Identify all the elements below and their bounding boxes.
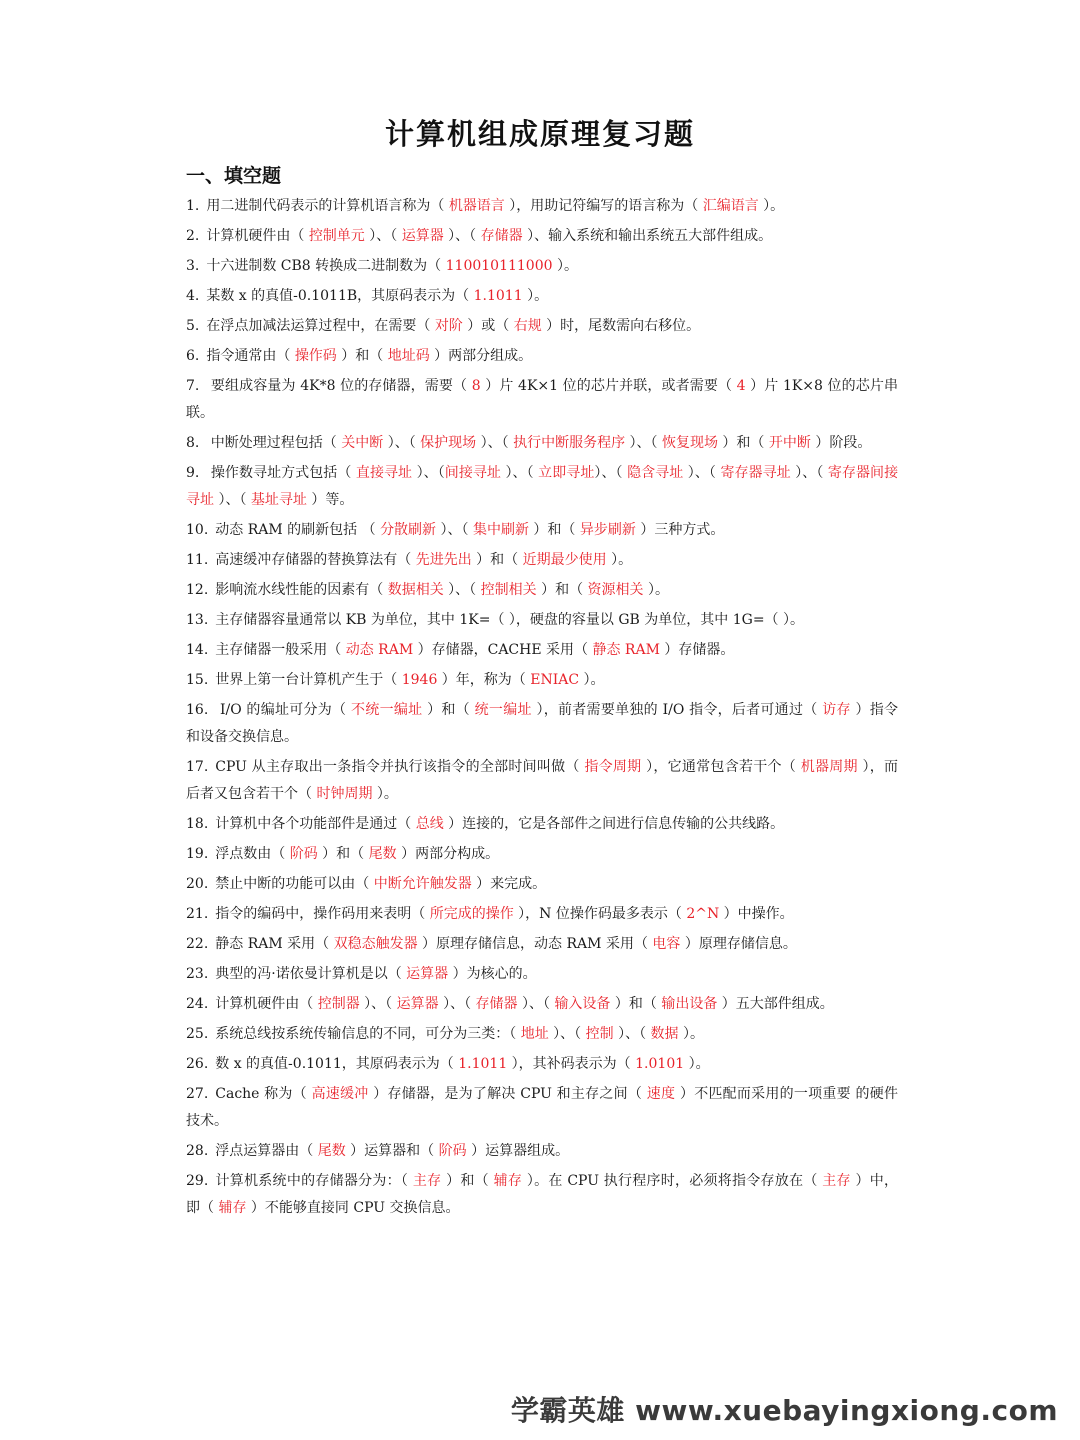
- question-text: ）。: [758, 198, 785, 214]
- question-text: ）。: [579, 672, 605, 688]
- question-text: ）、（: [443, 582, 481, 598]
- answer-text: 控制单元: [308, 228, 365, 244]
- question-number: 27.: [186, 1086, 209, 1102]
- answer-text: 阶码: [438, 1143, 467, 1159]
- page-title: 计算机组成原理复习题: [384, 117, 695, 151]
- question-text: 动态 RAM 的刷新包括 （: [215, 522, 381, 538]
- question-text: ）、（: [438, 996, 476, 1012]
- answer-text: 机器周期: [800, 759, 858, 775]
- question-text: ）。: [552, 258, 578, 274]
- answer-text: 资源相关: [587, 582, 644, 598]
- question-text: ）五大部件组成。: [717, 996, 834, 1012]
- question-text: ）来完成。: [471, 876, 547, 892]
- question-text: ）两部分组成。: [429, 348, 533, 364]
- question-text: ）三种方式。: [635, 522, 725, 538]
- question-text: 浮点数由（: [215, 846, 290, 862]
- question-text: ）原理存储信息，动态 RAM 采用（: [417, 936, 653, 952]
- question-number: 24.: [186, 996, 209, 1012]
- answer-text: 数据: [650, 1026, 679, 1042]
- answer-text: 静态 RAM: [592, 642, 660, 658]
- question-text: ），其补码表示为（: [507, 1056, 636, 1072]
- question-text: 指令的编码中，操作码用来表明（: [215, 906, 430, 922]
- question-text: ）、（: [790, 465, 828, 481]
- question-text: ）和（: [536, 582, 588, 598]
- question-text: ）年，称为（: [437, 672, 531, 688]
- question-text: 禁止中断的功能可以由（: [215, 876, 374, 892]
- question-text: ）原理存储信息。: [680, 936, 797, 952]
- question-item: [186, 223, 898, 250]
- answer-text: 4: [736, 378, 746, 394]
- question-text: ）和（: [610, 996, 662, 1012]
- question-text: ）和（: [422, 702, 475, 718]
- question-list: [186, 193, 898, 1225]
- answer-text: 统一编址: [474, 702, 532, 718]
- footer-watermark: 学霸英雄 www.xuebayingxiong.com: [510, 1394, 1058, 1427]
- question-text: 中断处理过程包括（: [206, 435, 342, 451]
- question-item: [186, 1081, 898, 1135]
- question-text: ）和（: [717, 435, 769, 451]
- question-text: ）片 4K×1 位的芯片并联，或者需要（: [480, 378, 737, 394]
- question-text: 计算机硬件由（: [215, 996, 318, 1012]
- answer-text: 运算器: [406, 966, 449, 982]
- answer-text: 指令周期: [584, 759, 642, 775]
- answer-text: 存储器: [475, 996, 518, 1012]
- answer-text: 速度: [646, 1086, 676, 1102]
- answer-text: 控制: [585, 1026, 614, 1042]
- question-text: ）、（: [625, 435, 662, 451]
- question-text: 十六进制数 CB8 转换成二进制数为（: [206, 258, 446, 274]
- question-text: 世界上第一台计算机产生于（: [215, 672, 402, 688]
- question-text: 指令通常由（: [206, 348, 295, 364]
- answer-text: 110010111000: [445, 258, 553, 274]
- question-item: [186, 1168, 898, 1222]
- answer-text: 分散刷新: [380, 522, 437, 538]
- question-text: ）、（: [443, 228, 481, 244]
- answer-text: 先进先出: [415, 552, 472, 568]
- question-text: ）、（: [548, 1026, 586, 1042]
- question-text: ）不匹配而采用的一项重要 的硬件技术。: [186, 1086, 899, 1129]
- question-number: 4.: [186, 288, 200, 304]
- question-text: 计算机系统中的存储器分为：（: [215, 1173, 413, 1189]
- answer-text: 不统一编址: [351, 702, 423, 718]
- answer-text: 寄存器间接寻址: [186, 465, 899, 508]
- answer-text: 数据相关: [387, 582, 444, 598]
- question-item: [186, 253, 898, 280]
- answer-text: 地址: [520, 1026, 549, 1042]
- answer-text: 双稳态触发器: [333, 936, 418, 952]
- answer-text: 主存: [822, 1173, 851, 1189]
- answer-text: 中断允许触发器: [373, 876, 472, 892]
- question-item: [186, 754, 898, 808]
- question-text: ）和（: [336, 348, 388, 364]
- answer-text: 地址码: [387, 348, 430, 364]
- question-item: [186, 460, 898, 514]
- question-item: [186, 961, 898, 988]
- question-text: ）、（: [436, 522, 473, 538]
- answer-text: 直接寻址: [355, 465, 413, 481]
- question-text: ）运算器和（: [345, 1143, 439, 1159]
- question-text: ）中操作。: [719, 906, 794, 922]
- answer-text: 保护现场: [420, 435, 477, 451]
- answer-text: 时钟周期: [316, 786, 373, 802]
- question-item: [186, 841, 898, 868]
- question-text: ）运算器组成。: [466, 1143, 570, 1159]
- question-number: 11.: [186, 552, 209, 568]
- question-number: 7.: [186, 378, 200, 394]
- answer-text: 寄存器寻址: [720, 465, 791, 481]
- question-item: [186, 373, 898, 427]
- question-text: ）或（: [462, 318, 514, 334]
- answer-text: 对阶: [434, 318, 463, 334]
- question-text: ）、（: [476, 435, 514, 451]
- question-text: ）、（: [613, 1026, 651, 1042]
- question-text: 典型的冯·诺依曼计算机是以（: [215, 966, 407, 982]
- answer-text: 异步刷新: [579, 522, 636, 538]
- answer-text: 辅存: [493, 1173, 523, 1189]
- question-text: ）和（: [441, 1173, 494, 1189]
- question-text: 数 x 的真值-0.1011，其原码表示为（: [215, 1056, 459, 1072]
- question-text: 高速缓冲存储器的替换算法有（: [215, 552, 416, 568]
- answer-text: 执行中断服务程序: [513, 435, 626, 451]
- question-item: [186, 547, 898, 574]
- answer-text: 关中断: [341, 435, 384, 451]
- question-text: ）指令和设备交换信息。: [186, 702, 899, 745]
- question-text: ）、（: [412, 465, 445, 481]
- question-item: [186, 1138, 898, 1165]
- question-text: ），前者需要单独的 I/O 指令，后者可通过（: [531, 702, 823, 718]
- answer-text: 集中刷新: [472, 522, 529, 538]
- question-text: ）不能够直接同 CPU 交换信息。: [246, 1200, 460, 1216]
- question-text: 在浮点加减法运算过程中，在需要（: [206, 318, 435, 334]
- question-text: 主存储器容量通常以 KB 为单位，其中 1K=（ ），硬盘的容量以 GB 为单位，其中 1G=（ ）。: [215, 612, 805, 628]
- answer-text: ENIAC: [530, 672, 580, 688]
- answer-text: 高速缓冲: [311, 1086, 369, 1102]
- question-number: 29.: [186, 1173, 209, 1189]
- question-number: 26.: [186, 1056, 209, 1072]
- question-text: ）、（: [683, 465, 721, 481]
- question-number: 16.: [186, 702, 209, 718]
- answer-text: 阶码: [289, 846, 318, 862]
- question-text: ）。: [372, 786, 398, 802]
- answer-text: 近期最少使用: [522, 552, 607, 568]
- question-text: 浮点运算器由（: [215, 1143, 318, 1159]
- question-item: [186, 697, 898, 751]
- question-item: [186, 667, 898, 694]
- question-number: 20.: [186, 876, 209, 892]
- question-text: ）、（: [359, 996, 397, 1012]
- question-number: 23.: [186, 966, 209, 982]
- answer-text: 存储器: [480, 228, 523, 244]
- question-number: 14.: [186, 642, 209, 658]
- question-text: 要组成容量为 4K*8 位的存储器，需要（: [206, 378, 472, 394]
- answer-text: 访存: [822, 702, 851, 718]
- question-number: 5.: [186, 318, 200, 334]
- question-number: 8.: [186, 435, 200, 451]
- answer-text: 间接寻址: [444, 465, 501, 481]
- question-number: 19.: [186, 846, 209, 862]
- question-text: ）、（: [594, 465, 628, 481]
- answer-text: 基址寻址: [250, 492, 307, 508]
- answer-text: 8: [471, 378, 481, 394]
- question-text: ）两部分构成。: [396, 846, 500, 862]
- question-text: ）。: [678, 1026, 704, 1042]
- question-number: 22.: [186, 936, 209, 952]
- answer-text: 动态 RAM: [345, 642, 414, 658]
- question-item: [186, 1051, 898, 1078]
- question-number: 15.: [186, 672, 209, 688]
- question-item: [186, 193, 898, 220]
- answer-text: 机器语言: [448, 198, 505, 214]
- question-item: [186, 991, 898, 1018]
- question-text: 某数 x 的真值-0.1011B，其原码表示为（: [206, 288, 474, 304]
- question-text: 系统总线按系统传输信息的不同，可分为三类：（: [215, 1026, 521, 1042]
- question-item: [186, 901, 898, 928]
- question-item: [186, 343, 898, 370]
- answer-text: 1.0101: [635, 1056, 685, 1072]
- question-item: [186, 577, 898, 604]
- answer-text: 控制相关: [480, 582, 537, 598]
- question-text: 影响流水线性能的因素有（: [215, 582, 388, 598]
- question-text: ）、（: [214, 492, 251, 508]
- question-number: 3.: [186, 258, 200, 274]
- question-item: [186, 283, 898, 310]
- answer-text: 运算器: [401, 228, 444, 244]
- answer-text: 1946: [401, 672, 438, 688]
- question-number: 13.: [186, 612, 209, 628]
- question-text: ）中，即（: [186, 1173, 899, 1216]
- answer-text: 隐含寻址: [627, 465, 684, 481]
- question-item: [186, 607, 898, 634]
- question-number: 9.: [186, 465, 200, 481]
- question-number: 18.: [186, 816, 209, 832]
- section-heading: 一、填空题: [186, 165, 282, 187]
- question-text: 计算机硬件由（: [206, 228, 309, 244]
- question-text: ）。: [606, 552, 633, 568]
- question-text: ）存储器，CACHE 采用（: [413, 642, 593, 658]
- question-text: ）和（: [528, 522, 580, 538]
- answer-text: 汇编语言: [702, 198, 759, 214]
- answer-text: 恢复现场: [661, 435, 718, 451]
- answer-text: 运算器: [396, 996, 439, 1012]
- question-text: 用二进制代码表示的计算机语言称为（: [206, 198, 449, 214]
- question-text: ），用助记符编写的语言称为（: [504, 198, 703, 214]
- answer-text: 主存: [412, 1173, 442, 1189]
- question-text: CPU 从主存取出一条指令并执行该指令的全部时间叫做（: [215, 759, 585, 775]
- answer-text: 所完成的操作: [429, 906, 514, 922]
- question-text: ）和（: [471, 552, 523, 568]
- question-text: ）时，尾数需向右移位。: [541, 318, 701, 334]
- question-number: 6.: [186, 348, 200, 364]
- question-text: ）。: [522, 288, 549, 304]
- question-text: Cache 称为（: [215, 1086, 312, 1102]
- question-text: ）和（: [317, 846, 369, 862]
- question-text: 计算机中各个功能部件是通过（: [215, 816, 416, 832]
- question-text: 主存储器一般采用（: [215, 642, 346, 658]
- question-text: 操作数寻址方式包括（: [206, 465, 356, 481]
- answer-text: 1.1011: [458, 1056, 508, 1072]
- question-text: ）。: [684, 1056, 710, 1072]
- question-item: [186, 931, 898, 958]
- question-text: ）连接的，它是各部件之间进行信息传输的公共线路。: [443, 816, 785, 832]
- question-number: 17.: [186, 759, 209, 775]
- question-text: ）阶段。: [810, 435, 872, 451]
- question-item: [186, 637, 898, 664]
- answer-text: 输入设备: [554, 996, 611, 1012]
- answer-text: 控制器: [317, 996, 360, 1012]
- question-text: ）、输入系统和输出系统五大部件组成。: [522, 228, 773, 244]
- question-number: 12.: [186, 582, 209, 598]
- answer-text: 1.1011: [473, 288, 523, 304]
- answer-text: 输出设备: [661, 996, 718, 1012]
- answer-text: 右规: [513, 318, 542, 334]
- answer-text: 电容: [652, 936, 681, 952]
- answer-text: 总线: [415, 816, 444, 832]
- question-number: 21.: [186, 906, 209, 922]
- question-text: ）为核心的。: [448, 966, 537, 982]
- question-text: ）。: [643, 582, 669, 598]
- question-item: [186, 430, 898, 457]
- question-text: ），它通常包含若干个（: [641, 759, 801, 775]
- question-text: I/O 的编址可分为（: [215, 702, 352, 718]
- question-number: 28.: [186, 1143, 209, 1159]
- question-item: [186, 1021, 898, 1048]
- question-text: ）存储器。: [659, 642, 735, 658]
- question-text: ）片 1K×8 位的芯片串联。: [186, 378, 899, 421]
- answer-text: 辅存: [218, 1200, 247, 1216]
- question-number: 25.: [186, 1026, 209, 1042]
- question-number: 2.: [186, 228, 200, 244]
- question-text: ），而后者又包含若干个（: [186, 759, 898, 802]
- question-item: [186, 871, 898, 898]
- answer-text: 操作码: [294, 348, 337, 364]
- question-item: [186, 517, 898, 544]
- question-item: [186, 811, 898, 838]
- question-text: ）、（: [517, 996, 555, 1012]
- answer-text: 2^N: [686, 906, 720, 922]
- question-item: [186, 313, 898, 340]
- answer-text: 尾数: [317, 1143, 346, 1159]
- question-text: 静态 RAM 采用（: [215, 936, 334, 952]
- answer-text: 尾数: [368, 846, 397, 862]
- answer-text: 开中断: [768, 435, 811, 451]
- question-text: ）存储器，是为了解决 CPU 和主存之间（: [368, 1086, 647, 1102]
- answer-text: 立即寻址: [538, 465, 595, 481]
- question-number: 10.: [186, 522, 209, 538]
- question-text: ）、（: [364, 228, 402, 244]
- question-text: ）、（: [383, 435, 421, 451]
- question-text: ）、（: [501, 465, 539, 481]
- question-number: 1.: [186, 198, 200, 214]
- question-text: ）等。: [306, 492, 354, 508]
- question-text: ），N 位操作码最多表示（: [513, 906, 687, 922]
- question-text: ）。在 CPU 执行程序时，必须将指令存放在（: [522, 1173, 823, 1189]
